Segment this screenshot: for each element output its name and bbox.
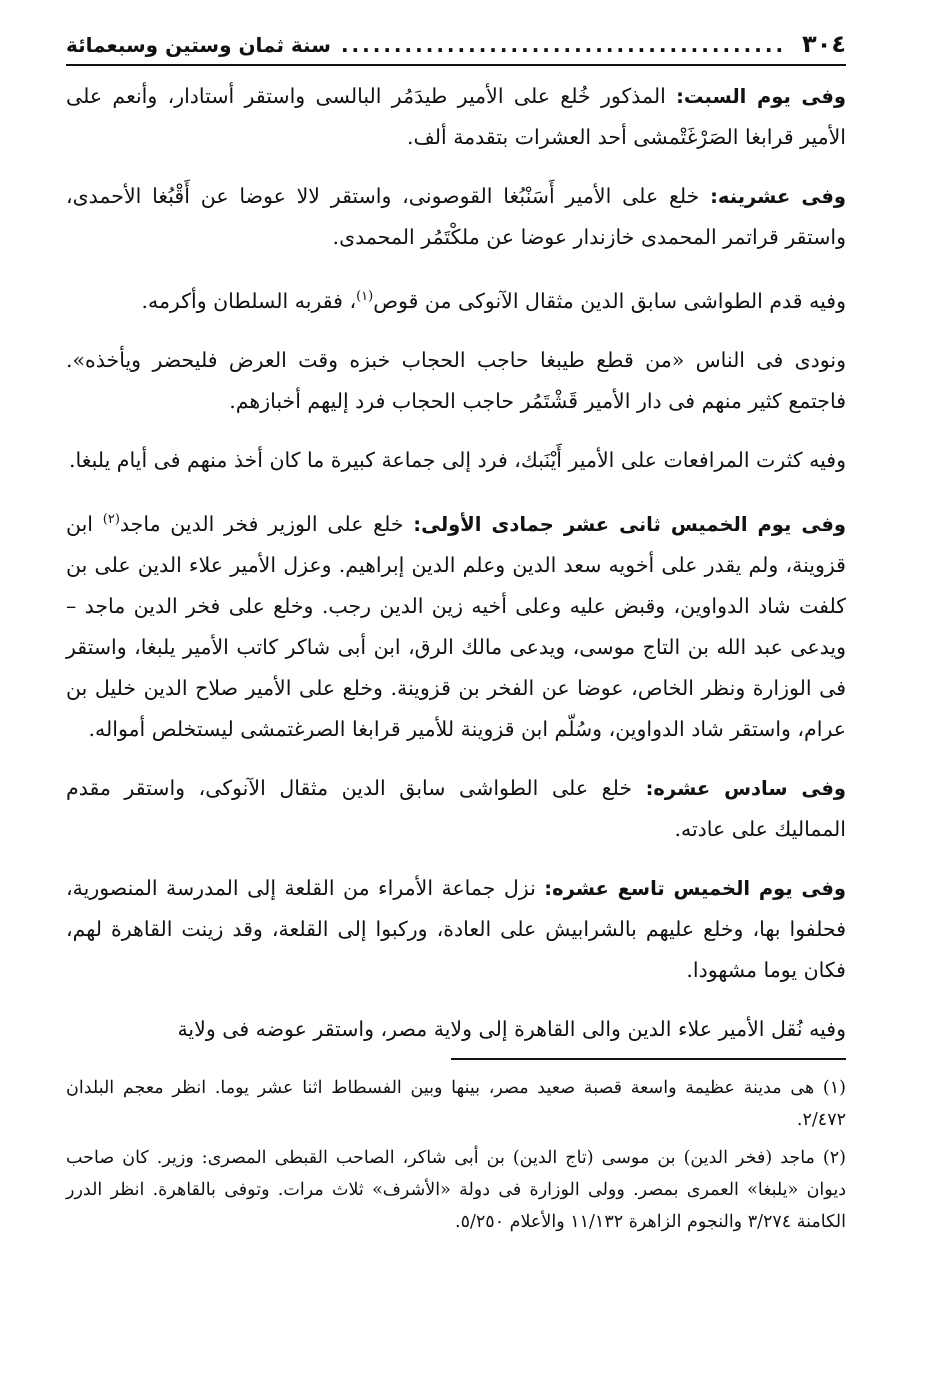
main-text bbox=[66, 76, 846, 1050]
footnote-marker[interactable]: (٢) bbox=[102, 511, 120, 527]
paragraph bbox=[66, 76, 846, 158]
paragraph-text: وفيه قدم الطواشى سابق الدين مثقال الآنوكى من قوص bbox=[373, 288, 846, 313]
paragraph-text: ونودى فى الناس «من قطع طيبغا حاجب الحجاب خبزه وقت العرض فليحضر ويأخذه». فاجتمع كثير منهم فى دار الأمير قَشْتَمُر حاجب الحجاب فرد إليهم أخبازهم. bbox=[66, 347, 846, 413]
paragraph bbox=[66, 1009, 846, 1050]
paragraph-lead: وفى يوم السبت: bbox=[676, 85, 846, 108]
paragraph-text-after: ابن قزوينة، ولم يقدر على أخويه سعد الدين وعلم الدين إبراهيم. وعزل الأمير علاء الدين على بن كلفت شاد الدواوين، وقبض عليه وعلى أخيه زين الدين رجب. وخلع على فخر الدين ماجد – ويدعى عبد الله بن التاج موسى، ويدعى مالك الرق، ابن أبى شاكر كاتب الأمير يلبغا، واستقر فى الوزارة ونظر الخاص، عوضا عن الفخر بن قزوينة. وخلع على الأمير صلاح الدين خليل بن عرام، واستقر شاد الدواوين، وسُلّم ابن قزوينة للأمير قرابغا الصرغتمشى ليستخلص أمواله. bbox=[66, 511, 846, 741]
leader-dots bbox=[337, 33, 786, 57]
paragraph-text: وفيه كثرت المرافعات على الأمير أَيْنَبك، فرد إلى جماعة كبيرة ما كان أخذ منهم فى أيام يلبغا. bbox=[68, 447, 846, 472]
paragraph-text: وفيه نُقل الأمير علاء الدين والى القاهرة إلى ولاية مصر، واستقر عوضه فى ولاية bbox=[177, 1016, 846, 1041]
footnote-2: (٢) ماجد (فخر الدين) بن موسى (تاج الدين) بن أبى شاكر، الصاحب القبطى المصرى: وزير. كان صاحب ديوان «يلبغا» العمرى بمصر. وولى الوزارة فى دولة «الأشرف» ثلاث مرات. وتوفى بالقاهرة. انظر الدرر الكامنة ٣/٢٧٤ والنجوم الزاهرة ١١/١٣٢ والأعلام ٥/٢٥٠. bbox=[66, 1147, 846, 1232]
paragraph bbox=[66, 176, 846, 258]
paragraph bbox=[66, 499, 846, 750]
paragraph bbox=[66, 276, 846, 322]
footnote-marker[interactable]: (١) bbox=[356, 289, 374, 304]
paragraph-text: المذكور خُلع على الأمير طيدَمُر البالسى واستقر أستادار، وأنعم على الأمير قرابغا الصَرْغَتْمشى أحد العشرات بتقدمة ألف. bbox=[66, 84, 846, 149]
book-page bbox=[66, 30, 846, 1244]
paragraph-lead: وفى يوم الخميس ثانى عشر جمادى الأولى: bbox=[413, 512, 846, 536]
paragraph-lead: وفى سادس عشره: bbox=[645, 776, 846, 800]
footnotes bbox=[66, 1072, 846, 1238]
paragraph-text-after: ، فقربه السلطان وأكرمه. bbox=[141, 288, 357, 313]
paragraph-text: نزل جماعة الأمراء من القلعة إلى المدرسة المنصورية، فحلفوا بها، وخلع عليهم بالشرابيش على العادة، وركبوا إلى القلعة، وقد زينت القاهرة لهم، فكان يوما مشهودا. bbox=[66, 875, 846, 982]
running-title: سنة ثمان وستين وسبعمائة bbox=[66, 33, 331, 57]
paragraph bbox=[66, 768, 846, 850]
footnote-divider bbox=[451, 1058, 846, 1060]
paragraph bbox=[66, 868, 846, 991]
paragraph bbox=[66, 340, 846, 422]
footnote-1: (١) هى مدينة عظيمة واسعة قصبة صعيد مصر، بينها وبين الفسطاط اثنا عشر يوما. انظر معجم البلدان ٢/٤٧٢. bbox=[66, 1077, 846, 1130]
paragraph-text: خلع على الوزير فخر الدين ماجد bbox=[119, 511, 414, 536]
paragraph-lead: وفى يوم الخميس تاسع عشره: bbox=[544, 876, 846, 900]
page-header bbox=[66, 30, 846, 66]
paragraph-lead: وفى عشرينه: bbox=[710, 185, 846, 208]
page-number: ٣٠٤ bbox=[802, 30, 846, 58]
paragraph-text: خلع على الطواشى سابق الدين مثقال الآنوكى، واستقر مقدم المماليك على عادته. bbox=[66, 775, 846, 841]
paragraph-text: خلع على الأمير أَسَنْبُغا القوصونى، واستقر لالا عوضا عن أَقْبُغا الأحمدى، واستقر قراتمر المحمدى خازندار عوضا عن ملكْتَمُر المحمدى. bbox=[66, 184, 846, 249]
paragraph bbox=[66, 440, 846, 481]
